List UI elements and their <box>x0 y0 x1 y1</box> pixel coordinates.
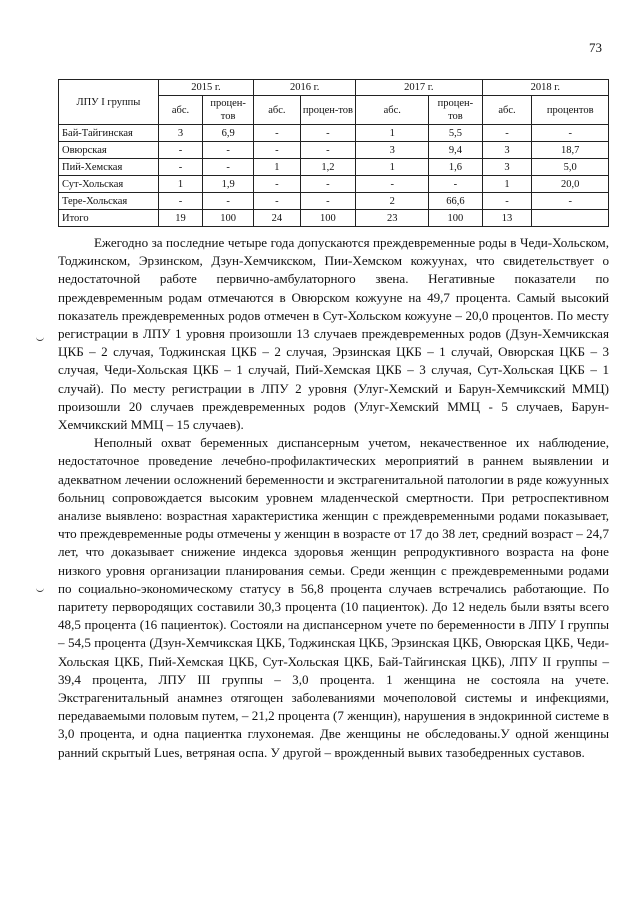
table-cell: 100 <box>300 210 355 227</box>
table-header-year: 2018 г. <box>482 80 608 96</box>
table-cell: 18,7 <box>532 142 609 159</box>
table-cell: - <box>532 125 609 142</box>
table-cell: 3 <box>482 159 532 176</box>
table-cell: 23 <box>356 210 429 227</box>
table-subheader: абс. <box>158 96 202 125</box>
table-subheader: абс. <box>356 96 429 125</box>
table-cell: - <box>482 193 532 210</box>
table-cell: 1 <box>254 159 301 176</box>
table-cell: - <box>532 193 609 210</box>
table-row-name: Пий-Хемская <box>59 159 159 176</box>
table-body <box>59 125 609 227</box>
table-cell: - <box>254 176 301 193</box>
paragraph: Ежегодно за последние четыре года допускаются преждевременные роды в Чеди-Хольском, Тоджинском, Эрзинском, Дзун-Хемчикском, Пии-Хемском кожуунах, что свидетельствует о недостаточной работе первично-амбулаторного звена. Негативные показатели по преждевременным родам отмечаются в Овюрском кожууне на 49,7 процента. Самый высокий показатель преждевременных родов отмечен в Сут-Хольском кожууне – 20,0 процентов. По месту регистрации в ЛПУ 1 уровня произошли 13 случаев преждевременных родов (Дзун-Хемчикская ЦКБ – 2 случая, Тоджинская ЦКБ – 2 случая, Эрзинская ЦКБ – 1 случай, Овюрская ЦКБ – 3 случая, Чеди-Хольская ЦКБ – 1 случай, Пий-Хемская ЦКБ – 3 случая, Сут-Хольская ЦКБ – 1 случай). По месту регистрации в ЛПУ 2 уровня (Улуг-Хемский и Барун-Хемчикский ММЦ) произошли 20 случаев преждевременных родов (Улуг-Хемский ММЦ - 5 случаев, Барун-Хемчикский ММЦ – 15 случаев). <box>58 235 609 433</box>
table-subheader: абс. <box>254 96 301 125</box>
table-cell: 24 <box>254 210 301 227</box>
paragraph: Неполный охват беременных диспансерным учетом, некачественное их наблюдение, недостаточное проведение лечебно-профилактических мероприятий в раннем выявлении и адекватном лечении осложнений беременности и экстрагенитальной патологии в ряде кожуунных больниц сопровождается высоким уровнем младенческой смертности. При ретроспективном анализе выявлено: возрастная характеристика женщин с преждевременными родами показывает, что преждевременные роды отмечены у женщин в возрасте от 17 до 38 лет, средний возраст – 24,7 лет, что доказывает снижение индекса здоровья женщин репродуктивного возраста на фоне низкого уровня организации планирования семьи. Среди женщин с преждевременными родами по социально-экономическому статусу в 56,8 процента случаев встречались работающие. По паритету первородящих составили 30,3 процента (10 пациенток). До 12 недель были взяты всего 48,5 процента (16 пациенток). Состояли на диспансерном учете по беременности в ЛПУ I группы – 54,5 процента (Дзун-Хемчикская ЦКБ, Тоджинская ЦКБ, Эрзинская ЦКБ, Овюрская ЦКБ, Чеди-Хольская ЦКБ, Пий-Хемская ЦКБ, Сут-Хольская ЦКБ, Бай-Тайгинская ЦКБ), ЛПУ II группы – 39,4 процента, ЛПУ III группы – 3,0 процента. 1 женщина не состояла на учете. Экстрагенитальный анамнез отягощен заболеваниями мочеполовой системы и инфекциями, передаваемыми половым путем, – 21,2 процента (7 женщин), нарушения в эндокринной системе в 3,0 процента, и одна пациентка глухонемая. Две женщины не обследованы.У одной женщины ранний скрытый Lues, ветряная оспа. У другой – врожденный вывих тазобедренных суставов. <box>58 435 609 760</box>
table-cell: 1,9 <box>203 176 254 193</box>
table-cell: 5,5 <box>429 125 482 142</box>
table-row-name: Сут-Хольская <box>59 176 159 193</box>
table-cell: - <box>254 142 301 159</box>
margin-mark <box>36 335 44 341</box>
table-row <box>59 125 609 142</box>
table-subheader: процен-тов <box>203 96 254 125</box>
table-cell: - <box>300 176 355 193</box>
table-cell: - <box>158 142 202 159</box>
table-cell: 2 <box>356 193 429 210</box>
table-cell: - <box>254 193 301 210</box>
table-row <box>59 210 609 227</box>
table-cell: 6,9 <box>203 125 254 142</box>
table-cell: 1,6 <box>429 159 482 176</box>
page-number: 73 <box>589 40 602 55</box>
table-row <box>59 142 609 159</box>
table-cell: - <box>203 142 254 159</box>
table-subheader: процен-тов <box>300 96 355 125</box>
table-cell: - <box>482 125 532 142</box>
table-cell: 66,6 <box>429 193 482 210</box>
table-header-lpu: ЛПУ I группы <box>59 80 159 125</box>
table-cell: - <box>203 193 254 210</box>
margin-mark <box>36 586 44 592</box>
table-subheader: абс. <box>482 96 532 125</box>
body-text <box>58 234 609 762</box>
table-cell: - <box>300 193 355 210</box>
table-cell: - <box>300 142 355 159</box>
table-cell: 1 <box>356 159 429 176</box>
table-cell: 3 <box>482 142 532 159</box>
premature-births-table <box>58 79 609 227</box>
table-cell: - <box>300 125 355 142</box>
table-cell: 19 <box>158 210 202 227</box>
table-cell: 5,0 <box>532 159 609 176</box>
table-row-name: Бай-Тайгинская <box>59 125 159 142</box>
table-row-name: Тере-Хольская <box>59 193 159 210</box>
table-cell: 3 <box>356 142 429 159</box>
table-cell: 3 <box>158 125 202 142</box>
table-cell: 9,4 <box>429 142 482 159</box>
table-cell: - <box>254 125 301 142</box>
table-cell: 1 <box>158 176 202 193</box>
table-row-name: Овюрская <box>59 142 159 159</box>
table-cell: - <box>158 193 202 210</box>
table-header-year: 2017 г. <box>356 80 482 96</box>
table-row-name: Итого <box>59 210 159 227</box>
table-header-year: 2016 г. <box>254 80 356 96</box>
table-cell: - <box>158 159 202 176</box>
table-cell: 1,2 <box>300 159 355 176</box>
table-cell: 1 <box>482 176 532 193</box>
table-cell <box>532 210 609 227</box>
table-subheader: процен-тов <box>429 96 482 125</box>
table-cell: 100 <box>203 210 254 227</box>
table-cell: 1 <box>356 125 429 142</box>
table-header-year: 2015 г. <box>158 80 253 96</box>
table-cell: - <box>429 176 482 193</box>
table-cell: 13 <box>482 210 532 227</box>
table-cell: - <box>356 176 429 193</box>
table-row <box>59 159 609 176</box>
table-cell: 20,0 <box>532 176 609 193</box>
table-cell: - <box>203 159 254 176</box>
table-row <box>59 193 609 210</box>
table-subheader: процентов <box>532 96 609 125</box>
table-cell: 100 <box>429 210 482 227</box>
table-row <box>59 176 609 193</box>
